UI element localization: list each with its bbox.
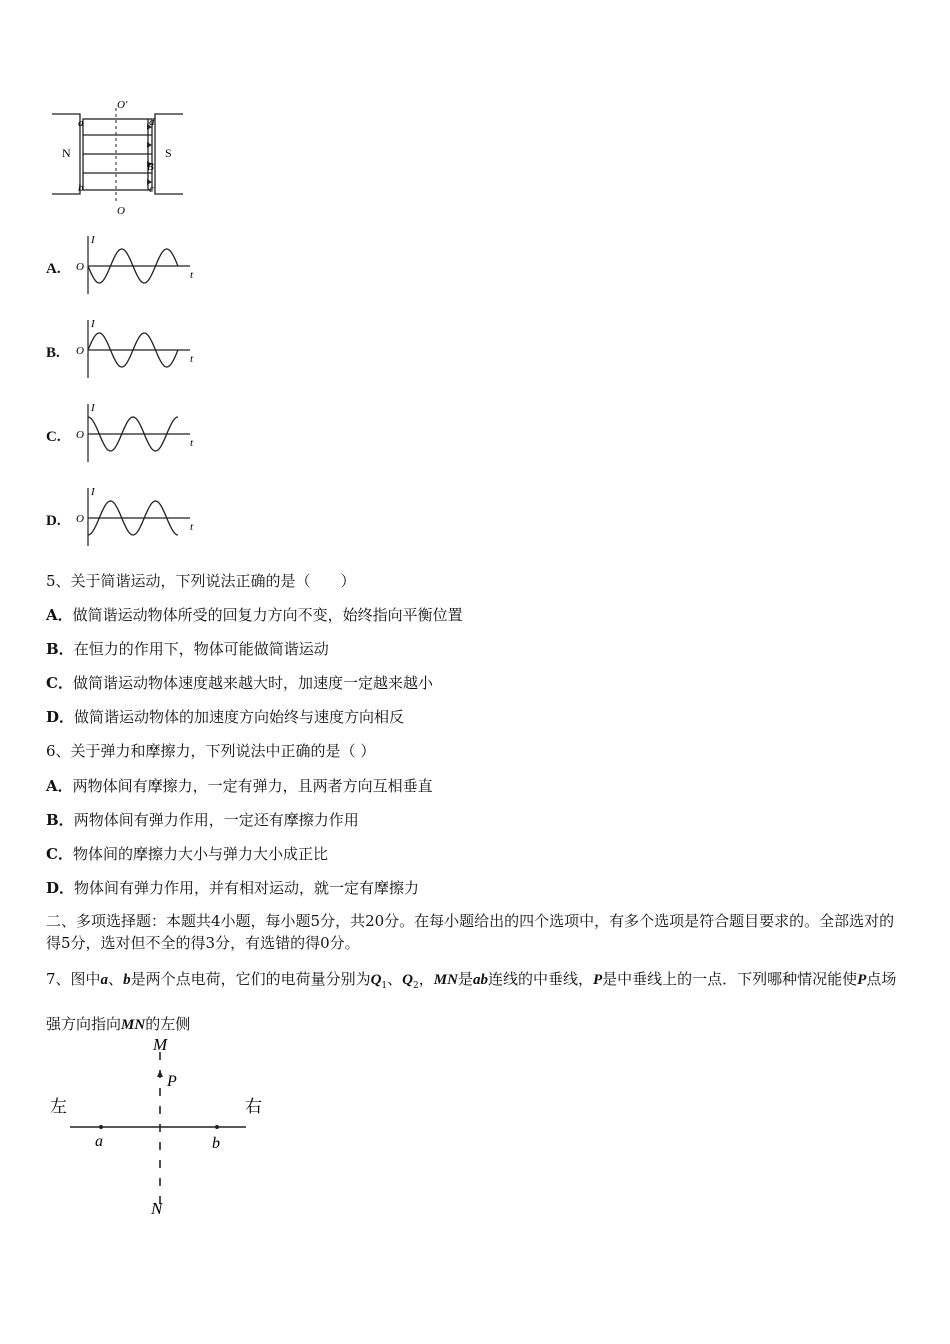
q7-mn-2: MN (121, 1017, 146, 1033)
q6-stem: 6、关于弹力和摩擦力，下列说法中正确的是（ ） (46, 742, 376, 760)
q6-option-c-label: C． (46, 845, 73, 863)
q7-mn: MN (433, 972, 458, 988)
label-p-point: P (167, 1073, 177, 1090)
q5-option-c-label: C． (46, 674, 73, 692)
q5-stem: 5、关于简谐运动，下列说法正确的是（ ） (46, 572, 356, 590)
generator-figure (50, 96, 190, 220)
label-field-b: B (147, 161, 154, 173)
q7-q2-sub: 2 (413, 981, 419, 991)
label-left: 左 (50, 1097, 67, 1116)
q5-option-d[interactable] (46, 707, 404, 727)
q5-option-c-text: 做简谐运动物体速度越来越大时，加速度一定越来越小 (72, 674, 433, 692)
graph-option-c[interactable] (74, 400, 194, 464)
section-2-instructions: 二、多项选择题：本题共4小题，每小题5分，共20分。在每小题给出的四个选项中，有多个选项是符合题目要求的。全部选对的得5分，选对但不全的得3分，有选错的得0分。 (46, 912, 895, 952)
q5-option-b-text: 在恒力的作用下，物体可能做简谐运动 (73, 640, 329, 658)
label-o-prime: O′ (117, 99, 128, 111)
label-s-pole: S (165, 146, 172, 160)
q5-option-d-label: D． (46, 708, 75, 726)
q7-sep-3: ， (418, 970, 434, 988)
q7-text-4: 连线的中垂线， (487, 970, 593, 988)
q7-p: P (592, 972, 603, 988)
q7-charge-a: a (100, 972, 109, 988)
q7-ab: ab (472, 972, 488, 988)
graph-option-a-label[interactable]: A. (46, 261, 61, 277)
q7-q1: Q (370, 972, 382, 988)
label-right: 右 (245, 1097, 262, 1116)
graph-option-a[interactable] (74, 232, 194, 296)
axis-label-i: I (91, 318, 95, 330)
label-c: c (149, 183, 154, 195)
axis-label-t: t (190, 521, 194, 533)
q5-option-b-label: B． (46, 640, 74, 658)
graph-option-d[interactable] (74, 484, 194, 548)
q6-option-d[interactable] (46, 878, 419, 898)
axis-label-t: t (190, 353, 194, 365)
q6-option-c[interactable] (46, 844, 328, 864)
axis-label-i: I (91, 486, 95, 498)
origin-label: O (76, 513, 84, 525)
axis-label-i: I (91, 402, 95, 414)
q5-option-a[interactable] (46, 605, 463, 625)
origin-label: O (76, 345, 84, 357)
label-m: M (153, 1035, 168, 1054)
label-n: N (151, 1199, 163, 1218)
q7-sep-1: 、 (108, 970, 124, 988)
q5-option-d-text: 做简谐运动物体的加速度方向始终与速度方向相反 (74, 708, 405, 726)
label-a: a (78, 117, 84, 129)
q5-option-b[interactable] (46, 639, 329, 659)
q7-text-5: 是中垂线上的一点．下列哪种情况能使 (602, 970, 858, 988)
q6-option-d-text: 物体间有弹力作用，并有相对运动，就一定有摩擦力 (74, 879, 420, 897)
q6-option-b-label: B． (46, 811, 74, 829)
label-b: b (78, 182, 84, 194)
label-charge-a: a (95, 1133, 103, 1150)
q6-option-b-text: 两物体间有弹力作用，一定还有摩擦力作用 (73, 811, 359, 829)
q5-option-c[interactable] (46, 673, 433, 693)
q7-q2: Q (402, 972, 414, 988)
axis-label-t: t (190, 437, 194, 449)
q7-p-2: P (857, 972, 867, 988)
q6-option-c-text: 物体间的摩擦力大小与弹力大小成正比 (72, 845, 328, 863)
axis-label-i: I (91, 234, 95, 246)
label-d: d (149, 116, 155, 128)
graph-option-d-label[interactable]: D. (46, 513, 61, 529)
q6-option-d-label: D． (46, 879, 75, 897)
graph-option-b-label[interactable]: B. (46, 345, 60, 361)
q7-text-7: 的左侧 (145, 1015, 191, 1033)
q6-option-b[interactable] (46, 810, 359, 830)
label-n-pole: N (62, 146, 71, 160)
q5-option-a-text: 做简谐运动物体所受的回复力方向不变，始终指向平衡位置 (72, 606, 463, 624)
origin-label: O (76, 261, 84, 273)
q7-q1-sub: 1 (381, 981, 388, 991)
charge-figure (48, 1030, 278, 1220)
q6-option-a-text: 两物体间有摩擦力，一定有弹力，且两者方向互相垂直 (72, 777, 433, 795)
q7-sep-2: 、 (387, 970, 403, 988)
q6-option-a-label: A． (46, 777, 73, 795)
graph-option-b[interactable] (74, 316, 194, 380)
label-o: O (117, 205, 125, 217)
origin-label: O (76, 429, 84, 441)
q5-option-a-label: A． (46, 606, 73, 624)
label-charge-b: b (212, 1135, 220, 1152)
axis-label-t: t (190, 269, 194, 281)
graph-option-c-label[interactable]: C. (46, 429, 61, 445)
q7-text-3: 是 (457, 970, 473, 988)
q7-charge-b: b (123, 972, 131, 988)
q7-text-2: 是两个点电荷，它们的电荷量分别为 (130, 970, 371, 988)
q7-text-6: 点场强方向指向 (46, 970, 897, 1033)
q6-option-a[interactable] (46, 776, 433, 796)
q7-text-1: 7、图中 (46, 970, 101, 988)
